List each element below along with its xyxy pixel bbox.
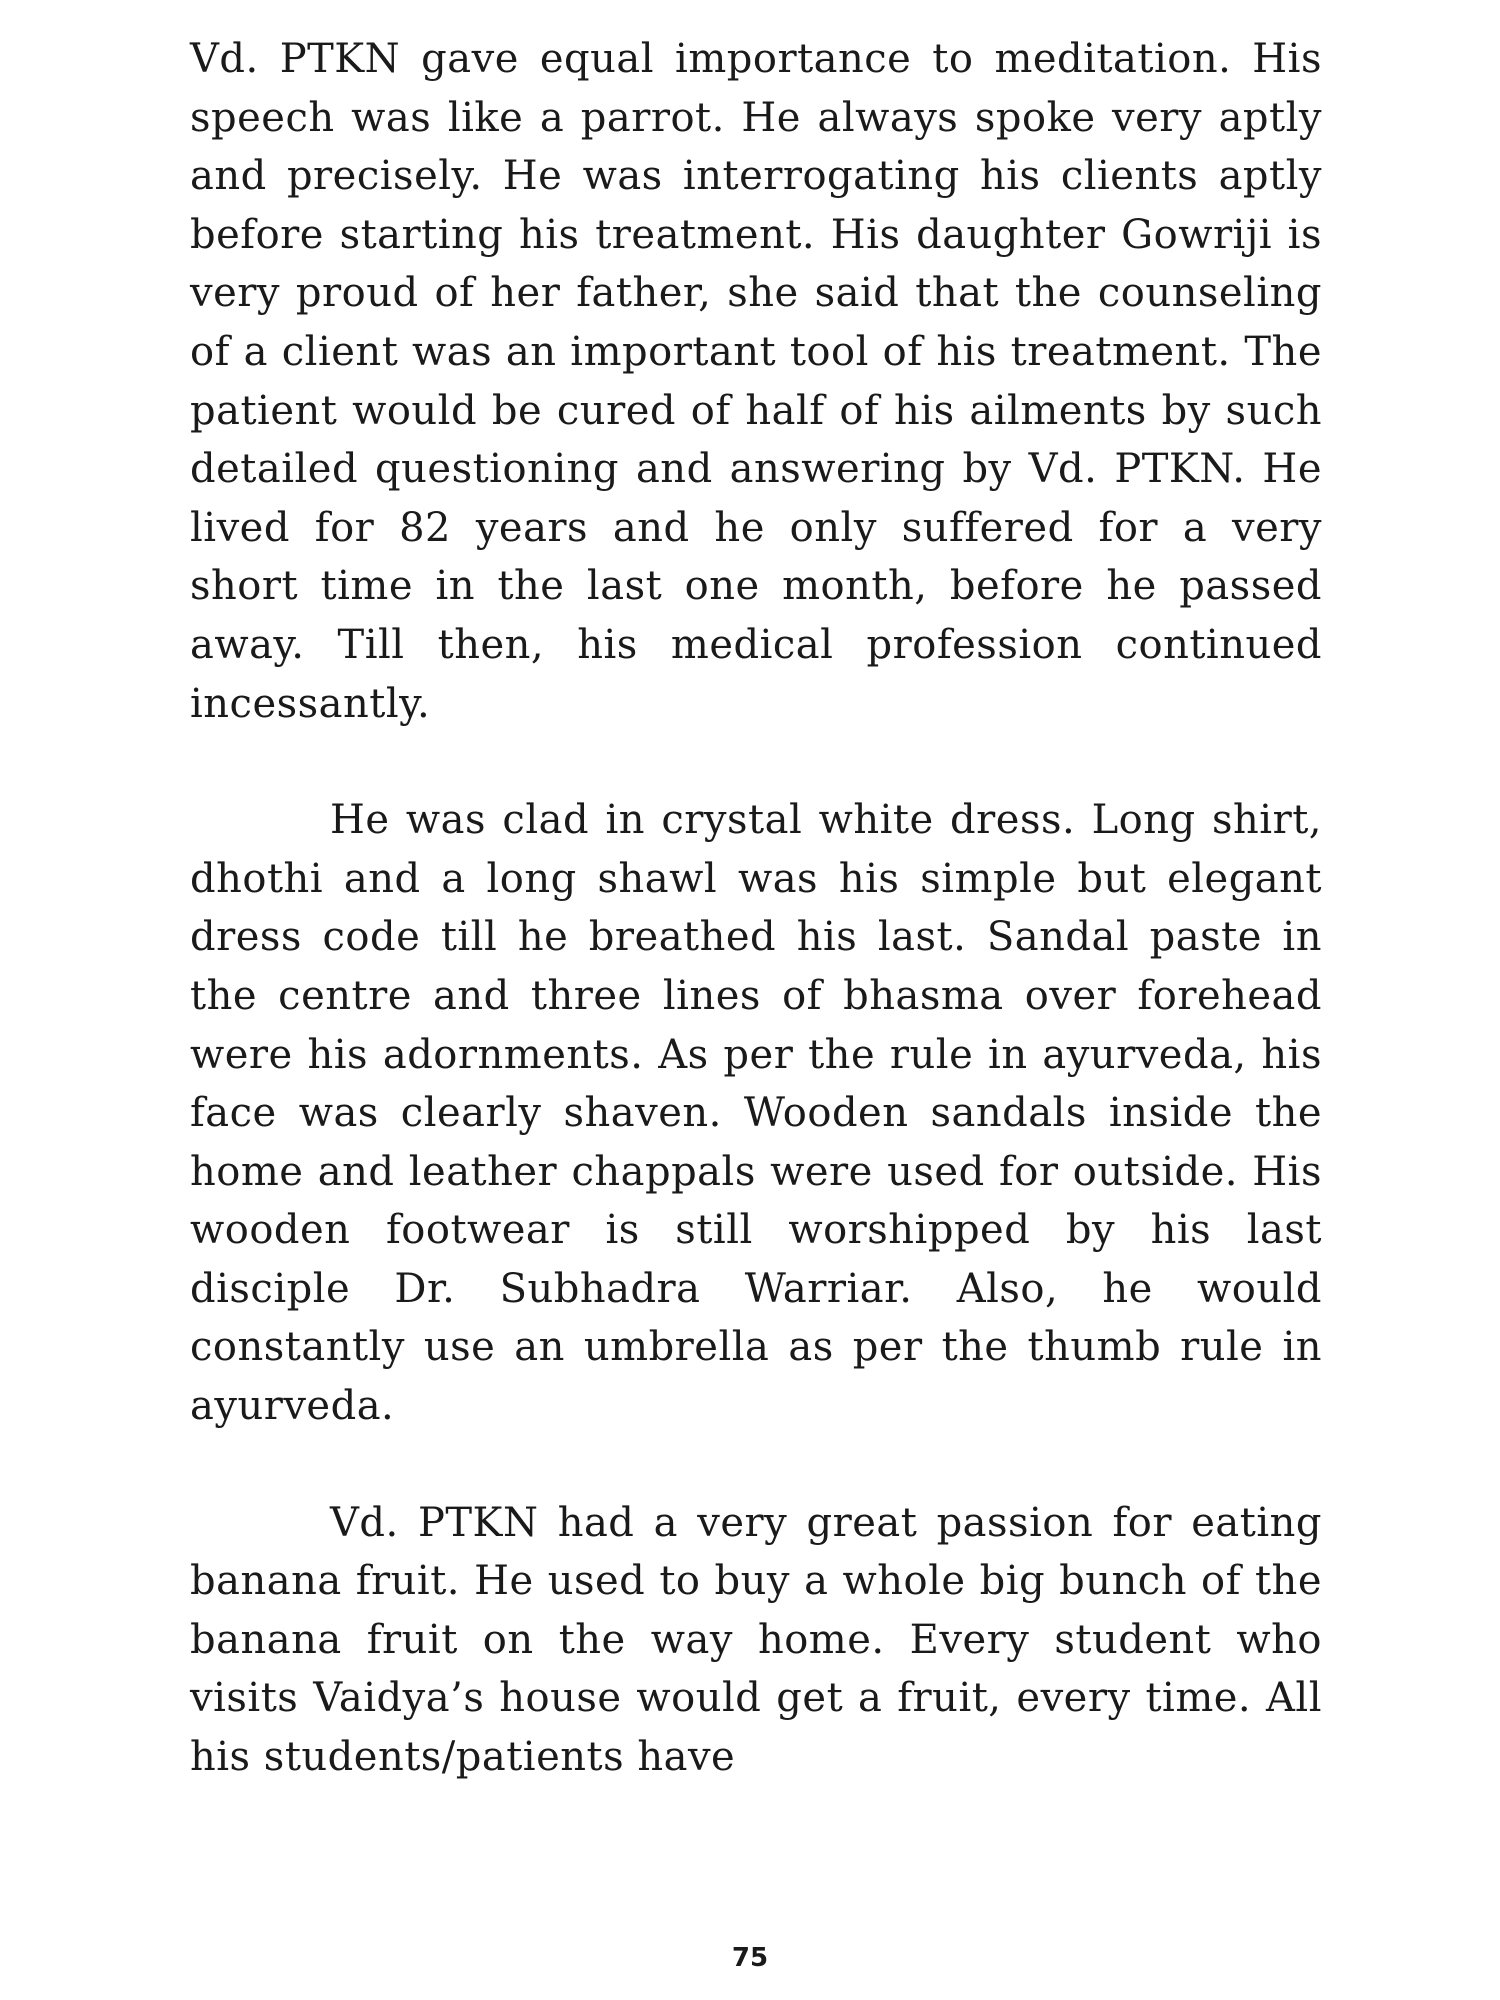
paragraph-banana: Vd. PTKN had a very great passion for eating banana fruit. He used to buy a whole big bunch of the banana fruit on the way home. Every student who visits Vaidya’s house would get a fruit, every time. All his students/patients have	[190, 1499, 1322, 1781]
paragraph-meditation: Vd. PTKN gave equal importance to meditation. His speech was like a parrot. He always spoke very aptly and precisely. He was interrogating his clients aptly before starting his treatment. His daughter Gowriji is very proud of her father, she said that the counseling of a client was an important tool of his treatment. The patient would be cured of half of his ailments by such detailed questioning and answering by Vd. PTKN. He lived for 82 years and he only suffered for a very short time in the last one month, before he passed away. Till then, his medical profession continued incessantly.	[190, 36, 1322, 727]
document-page	[190, 30, 1322, 1787]
paragraph-dress: He was clad in crystal white dress. Long shirt, dhothi and a long shawl was his simple but elegant dress code till he breathed his last. Sandal paste in the centre and three lines of bhasma over forehead were his adornments. As per the rule in ayurveda, his face was clearly shaven. Wooden sandals inside the home and leather chappals were used for outside. His wooden footwear is still worshipped by his last disciple Dr. Subhadra Warriar. Also, he would constantly use an umbrella as per the thumb rule in ayurveda.	[190, 797, 1322, 1430]
page-number: 75	[731, 1943, 769, 1973]
